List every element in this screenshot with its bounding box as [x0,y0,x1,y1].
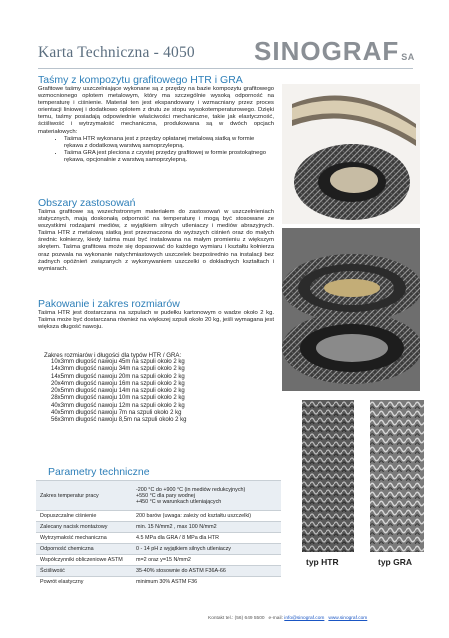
sizes-title: Zakres rozmiarów i długości dla typów HTR / GRA: [44,352,182,359]
table-row [36,544,281,555]
param-value: m=2 oraz y=15 N/mm2 [132,555,281,566]
param-value: min. 15 N/mm2 , max 100 N/mm2 [132,522,281,533]
size-item: 28x5mm długość nawoju 10m na szpuli około 2 kg [51,395,185,402]
caption-htr: typ HTR [306,557,339,567]
param-value: 200 barów (uwaga: zależy od kształtu uszczelki) [132,511,281,522]
caption-gra: typ GRA [378,557,412,567]
size-item: 40x5mm długość nawoju 7m na szpuli około 2 kg [51,410,182,417]
product-photo-coils [282,228,420,391]
param-key: Ściśliwość [36,566,132,577]
param-value: minimum 30% ASTM F36 [132,577,281,588]
size-item: 40x3mm długość nawoju 12m na szpuli około 2 kg [51,402,185,409]
brand-logo: SINOGRAF SA [254,36,415,66]
section-applications [38,197,274,273]
sizes-block [44,352,274,425]
table-row [36,577,281,588]
section-composite [38,74,274,164]
section-heading: Pakowanie i zakres rozmiarów [38,298,180,310]
table-row [36,481,281,511]
section-paragraph: Grafitowe taśmy uszczelniające wykonane są z przędzy na bazie kompozytu grafitowego wzmocnionego oplotem metalowym, który ma szczególnie wysoką odporność na temperaturę i ciśnienie. Materiał ten jest ekspandowany i wzmacniany przez proces orientacji liniowej i dodatkowo oplotem z drutu ze stopu wysokotemperaturowego. Dzięki temu, taśmy posiadają odpowiednie właściwości mechaniczne, takie jak elastyczność, ściśliwość i wytrzymałość mechaniczna, produkowana są w dwóch opcjach materiałowych: [38,86,274,135]
params-table [36,480,281,587]
section-heading: Taśmy z kompozytu grafitowego HTR i GRA [38,74,243,86]
table-row [36,566,281,577]
size-item: 14x5mm długość nawoju 20m na szpuli około 2 kg [51,373,185,380]
param-value: 0 - 14 pH z wyjątkiem silnych utleniaczy [132,544,281,555]
param-key: Dopuszczalne ciśnienie [36,511,132,522]
size-item: 56x3mm długość nawoju 8,5m na szpuli około 2 kg [51,417,187,424]
size-item: 10x3mm długość nawoju 45m na szpuli około 2 kg [51,359,185,365]
param-key: Odporność chemiczna [36,544,132,555]
param-key: Wytrzymałość mechaniczna [36,533,132,544]
footer-contact [208,616,367,621]
footer-phone: Kontakt tel.: (56) 649 5500 [208,616,265,621]
gra-sample-photo [370,400,424,552]
param-key: Zakres temperatur pracy [36,481,132,511]
size-item: 20x4mm długość nawoju 16m na szpuli około 2 kg [51,380,185,387]
size-item: 14x3mm długość nawoju 34m na szpuli około 2 kg [51,366,185,373]
htr-sample-photo [302,400,354,552]
footer-email-label: e-mail: [268,616,283,621]
section-heading: Obszary zastosowań [38,197,136,209]
param-key: Zalecany nacisk montażowy [36,522,132,533]
param-value: 4.5 MPa dla GRA / 8 MPa dla HTR [132,533,281,544]
table-row [36,522,281,533]
product-photo-roll [282,84,420,224]
page-title: Karta Techniczna - 4050 [38,44,195,61]
param-value: 35-40% stosownie do ASTM F36A-66 [132,566,281,577]
bullet-list [38,136,274,164]
header-divider [38,68,413,69]
section-packaging [38,298,274,331]
param-key: Współczynniki obliczeniowe ASTM [36,555,132,566]
footer-web-link[interactable]: www.sinograf.com [328,616,368,621]
param-value: -200 °C do +900 °C (in mediów redukcyjnych) +550 °C dla pary wodnej +450 °C w warunkach utleniających [132,481,281,511]
param-key: Powrót elastyczny [36,577,132,588]
footer-email-link[interactable]: info@sinograf.com [284,616,325,621]
section-paragraph: Taśma HTR jest dostarczana na szpulach w pudełku kartonowym o wadze około 2 kg. Taśma może być dostarczana również na większej szpuli około 20 kg, jeśli wymagana jest większa długość nawoju. [38,310,274,331]
params-heading: Parametry techniczne [48,466,150,478]
table-row [36,511,281,522]
table-row [36,555,281,566]
params-block [36,466,281,587]
table-row [36,533,281,544]
size-item: 20x5mm długość nawoju 14m na szpuli około 2 kg [51,388,185,395]
sizes-list [44,359,274,425]
bullet-item: • Taśma HTR wykonana jest z przędzy opłatanej metalową siatką w formie rękawa z dodatkową warstwą samoprzylepną. [64,136,274,150]
bullet-item: • Taśma GRA jest pleciona z czystej przędzy grafitowej w formie prostokątnego rękawa, opcjonalnie z warstwą samoprzylepną. [64,150,274,164]
section-paragraph: Taśma grafitowe są wszechstronnym materiałem do zastosowań w uszczelnieniach statycznych, mają doskonałą odporność na temperaturę i mogą być stosowane ze wszystkimi rodzajami mediów, z wyjątkiem silnych utleniaczy i mediów abrazyjnych. Taśma HTR z metalową siatką jest przeznaczona do wyższych ciśnień oraz do małych średnic kołnierzy, kiedy taśma musi być instalowana na małym promieniu z większym skrętem. Taśma grafitowa może się dopasować do każdego wymiaru i kształtu kołnierza oraz pozwala na wykonanie natychmiastowych uszczelek bezpośrednio na instalacji bez żadnych opóźnień związanych z wykonywaniem uszczelki o dokładnych kształtach i wymiarach. [38,209,274,272]
